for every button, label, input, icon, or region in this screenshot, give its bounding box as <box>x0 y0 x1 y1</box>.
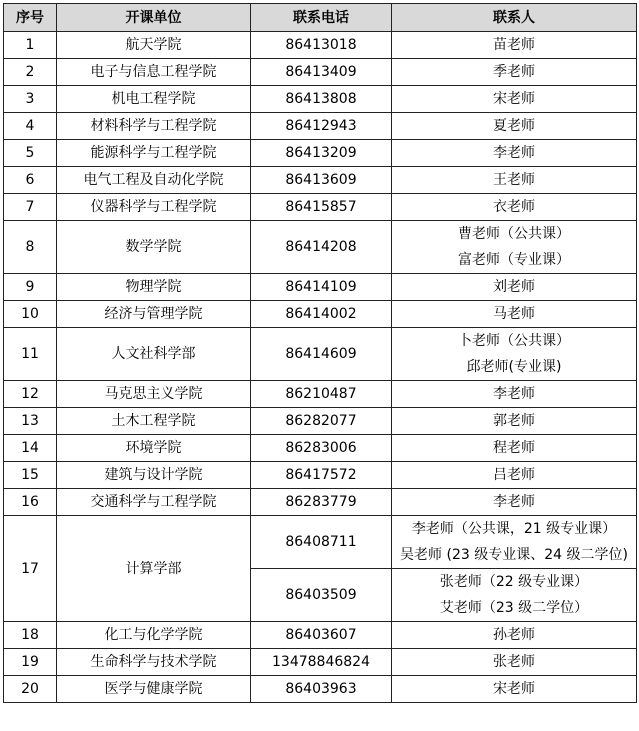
phone-cell: 86414002 <box>251 301 392 328</box>
unit-cell: 经济与管理学院 <box>57 301 251 328</box>
table-row <box>4 381 637 408</box>
contact-table <box>3 3 637 703</box>
contact-cell <box>392 435 637 462</box>
contact-cell <box>392 676 637 703</box>
table-row <box>4 140 637 167</box>
unit-cell: 马克思主义学院 <box>57 381 251 408</box>
contact-cell <box>392 622 637 649</box>
seq-cell: 14 <box>4 435 57 462</box>
table-row <box>4 86 637 113</box>
header-row <box>4 4 637 32</box>
contact-cell <box>392 408 637 435</box>
contact-cell <box>392 569 637 622</box>
phone-cell: 86283779 <box>251 489 392 516</box>
contact-name: 富老师（专业课） <box>458 252 570 268</box>
seq-cell: 20 <box>4 676 57 703</box>
table-row <box>4 221 637 274</box>
contact-cell <box>392 32 637 59</box>
unit-cell: 能源科学与工程学院 <box>57 140 251 167</box>
phone-cell: 86283006 <box>251 435 392 462</box>
contact-name: 郭老师 <box>493 413 535 429</box>
table-row <box>4 59 637 86</box>
phone-cell: 86413609 <box>251 167 392 194</box>
contact-name: 马老师 <box>493 306 535 322</box>
seq-cell: 9 <box>4 274 57 301</box>
contact-name: 吴老师 (23 级专业课、24 级二学位) <box>400 547 628 563</box>
unit-cell: 航天学院 <box>57 32 251 59</box>
unit-cell: 机电工程学院 <box>57 86 251 113</box>
table-row <box>4 622 637 649</box>
phone-cell: 86210487 <box>251 381 392 408</box>
header-seq: 序号 <box>4 4 57 32</box>
seq-cell: 18 <box>4 622 57 649</box>
table-row <box>4 167 637 194</box>
contact-name: 宋老师 <box>493 681 535 697</box>
table-row <box>4 649 637 676</box>
contact-name: 吕老师 <box>493 467 535 483</box>
table-body <box>4 32 637 703</box>
contact-cell <box>392 649 637 676</box>
phone-cell: 86403509 <box>251 569 392 622</box>
seq-cell: 13 <box>4 408 57 435</box>
phone-cell: 86403607 <box>251 622 392 649</box>
unit-cell: 交通科学与工程学院 <box>57 489 251 516</box>
contact-cell <box>392 381 637 408</box>
table-row <box>4 676 637 703</box>
contact-name: 李老师 <box>493 494 535 510</box>
table-row <box>4 274 637 301</box>
contact-name: 李老师 <box>493 145 535 161</box>
table-row <box>4 435 637 462</box>
unit-cell: 医学与健康学院 <box>57 676 251 703</box>
contact-cell <box>392 274 637 301</box>
table-row <box>4 32 637 59</box>
phone-cell: 86413018 <box>251 32 392 59</box>
contact-cell <box>392 140 637 167</box>
seq-cell: 10 <box>4 301 57 328</box>
phone-cell: 86413808 <box>251 86 392 113</box>
unit-cell: 电子与信息工程学院 <box>57 59 251 86</box>
contact-name: 艾老师（23 级二学位） <box>439 600 589 616</box>
phone-cell: 86412943 <box>251 113 392 140</box>
contact-cell <box>392 328 637 381</box>
unit-cell: 仪器科学与工程学院 <box>57 194 251 221</box>
phone-cell: 86403963 <box>251 676 392 703</box>
phone-cell: 86408711 <box>251 516 392 569</box>
unit-cell: 计算学部 <box>57 516 251 622</box>
unit-cell: 生命科学与技术学院 <box>57 649 251 676</box>
contact-name: 程老师 <box>493 440 535 456</box>
table-row <box>4 489 637 516</box>
contact-name: 卜老师（公共课） <box>458 333 570 349</box>
phone-cell: 13478846824 <box>251 649 392 676</box>
contact-name: 刘老师 <box>493 279 535 295</box>
unit-cell: 物理学院 <box>57 274 251 301</box>
unit-cell: 建筑与设计学院 <box>57 462 251 489</box>
contact-cell <box>392 113 637 140</box>
header-phone: 联系电话 <box>251 4 392 32</box>
seq-cell: 6 <box>4 167 57 194</box>
seq-cell: 11 <box>4 328 57 381</box>
contact-name: 衣老师 <box>493 199 535 215</box>
header-person: 联系人 <box>392 4 637 32</box>
contact-name: 孙老师 <box>493 627 535 643</box>
table-row <box>4 194 637 221</box>
contact-name: 季老师 <box>493 64 535 80</box>
seq-cell: 12 <box>4 381 57 408</box>
unit-cell: 材料科学与工程学院 <box>57 113 251 140</box>
contact-cell <box>392 86 637 113</box>
contact-cell <box>392 167 637 194</box>
contact-cell <box>392 462 637 489</box>
seq-cell: 15 <box>4 462 57 489</box>
unit-cell: 数学学院 <box>57 221 251 274</box>
phone-cell: 86414609 <box>251 328 392 381</box>
contact-cell <box>392 301 637 328</box>
contact-name: 王老师 <box>493 172 535 188</box>
table-row <box>4 516 637 569</box>
seq-cell: 4 <box>4 113 57 140</box>
contact-name: 李老师 <box>493 386 535 402</box>
contact-cell <box>392 489 637 516</box>
seq-cell: 7 <box>4 194 57 221</box>
contact-name: 曹老师（公共课） <box>458 226 570 242</box>
seq-cell: 1 <box>4 32 57 59</box>
phone-cell: 86414208 <box>251 221 392 274</box>
contact-name: 苗老师 <box>493 37 535 53</box>
phone-cell: 86282077 <box>251 408 392 435</box>
contact-cell <box>392 516 637 569</box>
phone-cell: 86413409 <box>251 59 392 86</box>
contact-name: 张老师 <box>493 654 535 670</box>
phone-cell: 86415857 <box>251 194 392 221</box>
seq-cell: 8 <box>4 221 57 274</box>
phone-cell: 86417572 <box>251 462 392 489</box>
unit-cell: 环境学院 <box>57 435 251 462</box>
table-row <box>4 301 637 328</box>
contact-cell <box>392 194 637 221</box>
contact-name: 李老师（公共课，21 级专业课） <box>411 521 617 537</box>
seq-cell: 16 <box>4 489 57 516</box>
seq-cell: 19 <box>4 649 57 676</box>
contact-cell <box>392 59 637 86</box>
unit-cell: 人文社科学部 <box>57 328 251 381</box>
contact-name: 邱老师(专业课) <box>466 359 562 375</box>
unit-cell: 土木工程学院 <box>57 408 251 435</box>
phone-cell: 86413209 <box>251 140 392 167</box>
contact-name: 夏老师 <box>493 118 535 134</box>
table-row <box>4 328 637 381</box>
contact-cell <box>392 221 637 274</box>
seq-cell: 17 <box>4 516 57 622</box>
seq-cell: 5 <box>4 140 57 167</box>
seq-cell: 3 <box>4 86 57 113</box>
table-row <box>4 462 637 489</box>
seq-cell: 2 <box>4 59 57 86</box>
contact-name: 宋老师 <box>493 91 535 107</box>
table-row <box>4 408 637 435</box>
phone-cell: 86414109 <box>251 274 392 301</box>
unit-cell: 化工与化学学院 <box>57 622 251 649</box>
header-unit: 开课单位 <box>57 4 251 32</box>
contact-name: 张老师（22 级专业课） <box>439 574 589 590</box>
unit-cell: 电气工程及自动化学院 <box>57 167 251 194</box>
table-row <box>4 113 637 140</box>
